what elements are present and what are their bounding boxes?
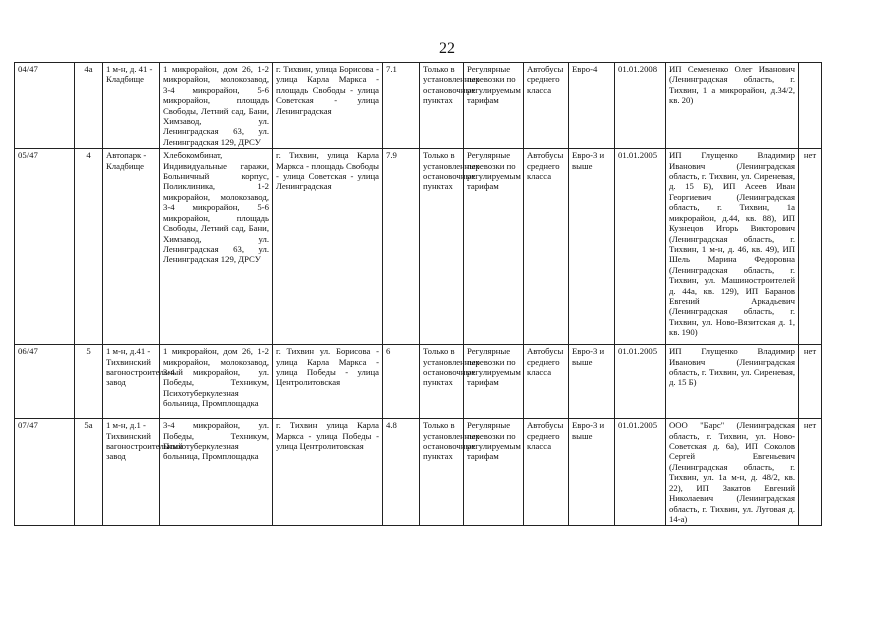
route-number-cell: 5а <box>75 419 103 526</box>
note-cell <box>799 63 822 149</box>
vehicle-type-cell: Автобусы среднего класса <box>524 419 569 526</box>
start-date-cell: 01.01.2005 <box>615 419 666 526</box>
transport-type-cell: Регулярные перевозки по регулируемым тарифам <box>464 63 524 149</box>
start-date-cell: 01.01.2008 <box>615 63 666 149</box>
length-cell: 4.8 <box>383 419 420 526</box>
note-cell: нет <box>799 149 822 345</box>
page-number: 22 <box>439 40 455 57</box>
streets-cell: г. Тихвин, улица Борисова - улица Карла Маркса - площадь Свободы - улица Советская - улица Ленинградская <box>273 63 383 149</box>
length-cell: 7.1 <box>383 63 420 149</box>
route-name-cell: 1 м-н, д.1 - Тихвинский вагоностроительный завод <box>103 419 160 526</box>
start-date-cell: 01.01.2005 <box>615 345 666 419</box>
eco-class-cell: Евро-3 и выше <box>569 345 615 419</box>
eco-class-cell: Евро-3 и выше <box>569 419 615 526</box>
streets-cell: г. Тихвин ул. Борисова - улица Карла Маркса - улица Победы - улица Центролитовская <box>273 345 383 419</box>
vehicle-type-cell: Автобусы среднего класса <box>524 63 569 149</box>
streets-cell: г. Тихвин улица Карла Маркса - улица Победы - улица Центролитовская <box>273 419 383 526</box>
transport-type-cell: Регулярные перевозки по регулируемым тарифам <box>464 345 524 419</box>
reg-number-cell: 04/47 <box>15 63 75 149</box>
reg-number-cell: 07/47 <box>15 419 75 526</box>
carrier-cell: ООО "Барс" (Ленинградская область, г. Тихвин, ул. Ново-Советская д. 6а), ИП Соколов Сергей Евгеньевич (Ленинградская область, г. Тихвин, ул. 1а м-н, д. 48/2, кв. 22), ИП Закатов Евгений Николаевич (Ленинградская область, г. Тихвин, ул. Луговая д. 14-а) <box>666 419 799 526</box>
carrier-cell: ИП Глущенко Владимир Иванович (Ленинградская область, г. Тихвин, ул. Сиреневая, д. 15 Б) <box>666 345 799 419</box>
stops-cell: 3-4 микрорайон, ул. Победы, Техникум, Психотуберкулезная больница, Промплощадка <box>160 419 273 526</box>
route-name-cell: 1 м-н, д.41 - Тихвинский вагоностроительный завод <box>103 345 160 419</box>
start-date-cell: 01.01.2005 <box>615 149 666 345</box>
vehicle-type-cell: Автобусы среднего класса <box>524 149 569 345</box>
table-row <box>15 345 822 419</box>
table-row <box>15 63 822 149</box>
route-name-cell: Автопарк - Кладбище <box>103 149 160 345</box>
stops-cell: 1 микрорайон, дом 26, 1-2 микрорайон, молокозавод, 3-4 микрорайон, 5-6 микрорайон, площадь Свободы, Летний сад, Бани, Химзавод, ул. Ленинградская 63, ул. Ленинградская 129, ДРСУ <box>160 63 273 149</box>
note-cell: нет <box>799 345 822 419</box>
transport-type-cell: Регулярные перевозки по регулируемым тарифам <box>464 149 524 345</box>
stop-order-cell: Только в установленных остановочных пунктах <box>420 345 464 419</box>
table-body <box>15 63 822 526</box>
table-row <box>15 149 822 345</box>
route-number-cell: 5 <box>75 345 103 419</box>
streets-cell: г. Тихвин, улица Карла Маркса - площадь Свободы - улица Советская - улица Ленинградская <box>273 149 383 345</box>
note-cell: нет <box>799 419 822 526</box>
stop-order-cell: Только в установленных остановочных пунктах <box>420 149 464 345</box>
stops-cell: Хлебокомбинат, Индивидуальные гаражи, Больничный корпус, Поликлиника, 1-2 микрорайон, молокозавод, 3-4 микрорайон, 5-6 микрорайон, площадь Свободы, Летний сад, Бани, Химзавод, ул. Ленинградская 63, ул. Ленинградская 129, ДРСУ <box>160 149 273 345</box>
length-cell: 7.9 <box>383 149 420 345</box>
route-name-cell: 1 м-н, д. 41 - Кладбище <box>103 63 160 149</box>
reg-number-cell: 06/47 <box>15 345 75 419</box>
stop-order-cell: Только в установленных остановочных пунктах <box>420 419 464 526</box>
vehicle-type-cell: Автобусы среднего класса <box>524 345 569 419</box>
route-number-cell: 4а <box>75 63 103 149</box>
route-number-cell: 4 <box>75 149 103 345</box>
routes-table <box>14 62 822 526</box>
eco-class-cell: Евро-4 <box>569 63 615 149</box>
reg-number-cell: 05/47 <box>15 149 75 345</box>
stop-order-cell: Только в установленных остановочных пунктах <box>420 63 464 149</box>
transport-type-cell: Регулярные перевозки по регулируемым тарифам <box>464 419 524 526</box>
length-cell: 6 <box>383 345 420 419</box>
stops-cell: 1 микрорайон, дом 26, 1-2 микрорайон, молокозавод, 3-4 микрорайон, ул. Победы, Техникум, Психотуберкулезная больница, Промплощадка <box>160 345 273 419</box>
carrier-cell: ИП Глущенко Владимир Иванович (Ленинградская область, г. Тихвин, ул. Сиреневая, д. 15 Б), ИП Асеев Иван Георгиевич (Ленинградская область, г. Тихвин, 1а микрорайон, д.44, кв. 88), ИП Кузнецов Игорь Викторович (Ленинградская область, г. Тихвин, 1 м-н, д. 46, кв. 49), ИП Шель Марина Федоровна (Ленинградская область, г. Тихвин, ул. Машиностроителей д. 44а, кв. 129), ИП Баранов Евгений Аркадьевич (Ленинградская область, г. Тихвин, ул. Ново-Вязитская д. 1, кв. 190) <box>666 149 799 345</box>
eco-class-cell: Евро-3 и выше <box>569 149 615 345</box>
carrier-cell: ИП Семененко Олег Иванович (Ленинградская область, г. Тихвин, 1 а микрорайон, д.34/2, кв. 20) <box>666 63 799 149</box>
table-row <box>15 419 822 526</box>
